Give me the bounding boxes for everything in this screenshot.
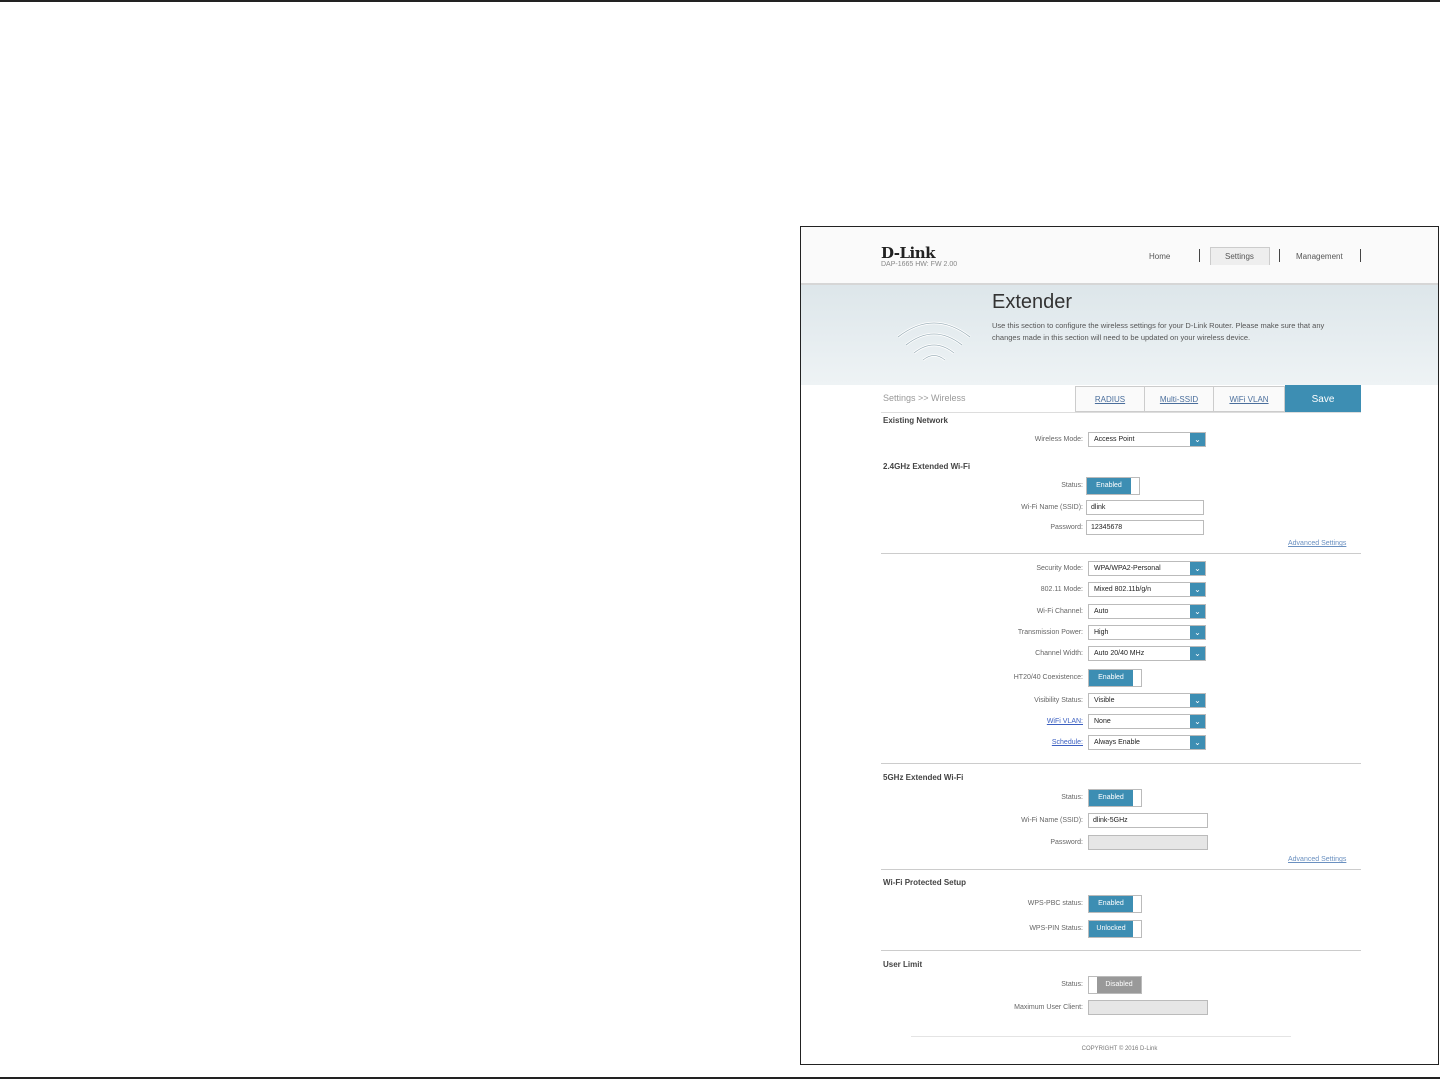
transmission-power-label: Transmission Power: [1017,629,1083,636]
save-button[interactable]: Save [1285,385,1361,413]
schedule-select[interactable]: Always Enable ⌄ [1088,735,1206,750]
password-input-5ghz[interactable] [1088,835,1208,850]
section-divider [881,869,1361,870]
visibility-status-select[interactable]: Visible ⌄ [1088,693,1206,708]
password-label: Password: [1050,524,1083,531]
chevron-down-icon: ⌄ [1190,715,1205,728]
chevron-down-icon: ⌄ [1190,583,1205,596]
status-label: Status: [1061,794,1083,801]
coexistence-label: HT20/40 Coexistence: [1013,674,1083,681]
status-toggle-24ghz[interactable]: Enabled [1086,477,1140,495]
page-title: Extender [992,291,1073,313]
copyright: COPYRIGHT © 2016 D-Link [1081,1046,1158,1052]
wps-pin-label: WPS-PIN Status: [1029,925,1083,932]
wireless-mode-select[interactable]: Access Point ⌄ [1088,432,1206,447]
page-top-rule [0,0,1440,2]
model-info: DAP-1665 HW: FW 2.00 [881,261,958,268]
password-input-24ghz[interactable]: 12345678 [1086,520,1204,535]
wifi-icon [896,315,972,365]
chevron-down-icon: ⌄ [1190,694,1205,707]
section-divider [881,763,1361,764]
80211-mode-label: 802.11 Mode: [1040,586,1083,593]
ssid-label: Wi-Fi Name (SSID): [1021,817,1083,824]
80211-mode-select[interactable]: Mixed 802.11b/g/n ⌄ [1088,582,1206,597]
chevron-down-icon: ⌄ [1190,736,1205,749]
chevron-down-icon: ⌄ [1190,647,1205,660]
transmission-power-select[interactable]: High ⌄ [1088,625,1206,640]
section-5ghz: 5GHz Extended Wi-Fi [883,773,964,782]
section-user-limit: User Limit [883,960,923,969]
tab-divider [881,412,1361,413]
chevron-down-icon: ⌄ [1190,433,1205,446]
wireless-mode-label: Wireless Mode: [1034,436,1083,443]
section-wps: Wi-Fi Protected Setup [883,878,967,887]
status-label: Status: [1061,482,1083,489]
max-user-client-input[interactable] [1088,1000,1208,1015]
nav-settings[interactable]: Settings [1225,252,1254,261]
header [801,227,1438,285]
page-bottom-rule [0,1077,1440,1079]
security-mode-select[interactable]: WPA/WPA2-Personal ⌄ [1088,561,1206,576]
wifi-vlan-link[interactable]: WiFi VLAN: [1046,718,1083,725]
schedule-link[interactable]: Schedule: [1051,739,1083,746]
advanced-settings-link-24ghz[interactable]: Advanced Settings [1288,540,1347,547]
dlink-logo: D-Link [881,244,936,262]
wps-pbc-label: WPS-PBC status: [1027,900,1083,907]
security-mode-label: Security Mode: [1036,565,1083,572]
visibility-status-label: Visibility Status: [1034,697,1083,704]
wifi-channel-label: Wi-Fi Channel: [1036,608,1083,615]
page-description: Use this section to configure the wireless settings for your D-Link Router. Please make sure that any changes made in this section will need to be updated on your wireless device. [992,321,1325,342]
chevron-down-icon: ⌄ [1190,605,1205,618]
tab-wifi-vlan[interactable]: WiFi VLAN [1213,386,1285,412]
wifi-channel-select[interactable]: Auto ⌄ [1088,604,1206,619]
footer-divider [911,1036,1291,1037]
status-toggle-5ghz[interactable]: Enabled [1088,789,1142,807]
nav-management[interactable]: Management [1296,252,1343,261]
nav-divider [1199,249,1200,262]
section-24ghz: 2.4GHz Extended Wi-Fi [883,462,971,471]
nav-divider [1360,249,1361,262]
user-limit-status-label: Status: [1061,981,1083,988]
coexistence-toggle[interactable]: Enabled [1088,669,1142,687]
user-limit-toggle[interactable]: Disabled [1088,976,1142,994]
password-label: Password: [1050,839,1083,846]
nav-home[interactable]: Home [1149,252,1171,261]
section-divider [881,950,1361,951]
chevron-down-icon: ⌄ [1190,626,1205,639]
section-existing-network: Existing Network [883,416,948,425]
ssid-label: Wi-Fi Name (SSID): [1021,504,1083,511]
tab-radius[interactable]: RADIUS [1075,386,1145,412]
ssid-input-5ghz[interactable]: dlink-5GHz [1088,813,1208,828]
max-user-client-label: Maximum User Client: [1014,1004,1083,1011]
tab-multi-ssid[interactable]: Multi-SSID [1144,386,1214,412]
chevron-down-icon: ⌄ [1190,562,1205,575]
nav-divider [1279,249,1280,262]
section-divider [881,553,1361,554]
breadcrumb: Settings >> Wireless [883,393,966,403]
wps-pbc-toggle[interactable]: Enabled [1088,895,1142,913]
channel-width-label: Channel Width: [1035,650,1083,657]
channel-width-select[interactable]: Auto 20/40 MHz ⌄ [1088,646,1206,661]
ssid-input-24ghz[interactable]: dlink [1086,500,1204,515]
wifi-vlan-select[interactable]: None ⌄ [1088,714,1206,729]
router-screenshot [800,226,1439,1065]
wps-pin-toggle[interactable]: Unlocked [1088,920,1142,938]
advanced-settings-link-5ghz[interactable]: Advanced Settings [1288,856,1347,863]
